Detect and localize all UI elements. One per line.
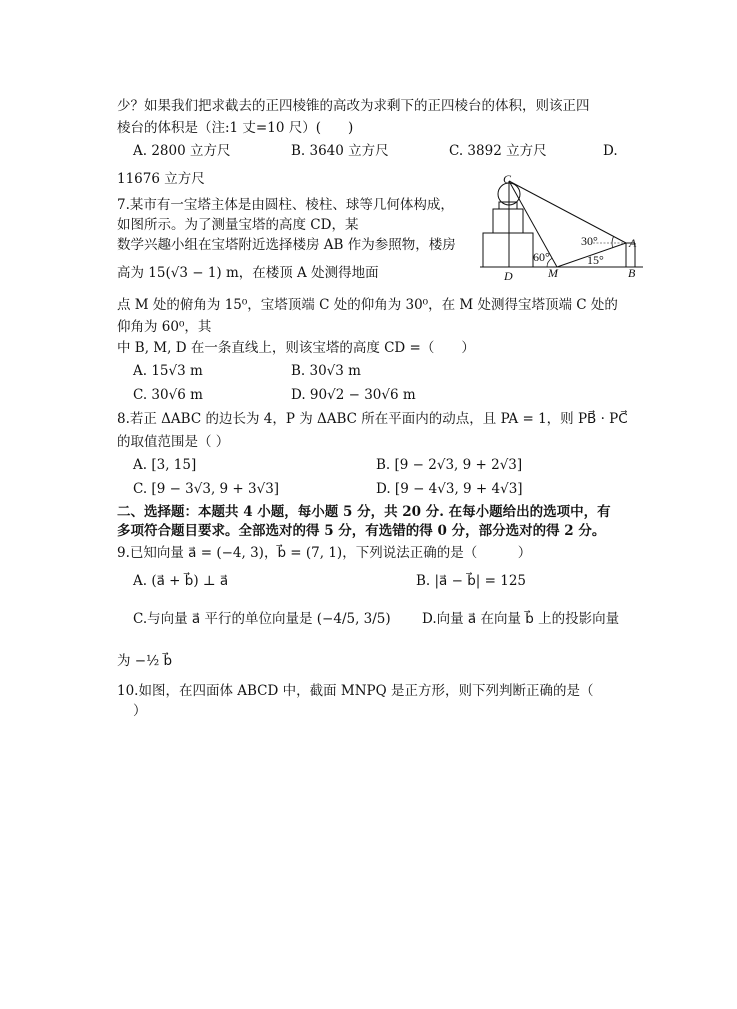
- q6-line2: 棱台的体积是（注:1 丈=10 尺）( ): [117, 120, 354, 136]
- label-angle-15: 15°: [587, 253, 604, 267]
- label-m: M: [548, 266, 558, 280]
- q10-line1: 10.如图，在四面体 ABCD 中，截面 MNPQ 是正方形，则下列判断正确的是（: [117, 683, 594, 699]
- label-angle-60: 60°: [533, 250, 550, 264]
- q7-option-c: C. 30√6 m: [133, 387, 203, 403]
- q7-line2: 如图所示。为了测量宝塔的高度 CD，某: [117, 217, 359, 233]
- label-angle-30: 30°: [581, 234, 598, 248]
- q6-option-d-cont: 11676 立方尺: [117, 171, 205, 187]
- q8-line1: 8.若正 ΔABC 的边长为 4，P 为 ΔABC 所在平面内的动点，且 PA = 1，则 PB⃗ · PC⃗: [117, 411, 628, 427]
- q7-option-b: B. 30√3 m: [291, 363, 361, 379]
- q7-line5: 点 M 处的俯角为 15⁰，宝塔顶端 C 处的仰角为 30⁰，在 M 处测得宝塔顶端 C 处的: [117, 297, 618, 313]
- q7-line7: 中 B, M, D 在一条直线上，则该宝塔的高度 CD =（ ）: [117, 340, 475, 356]
- q6-option-d: D.: [603, 143, 618, 159]
- q10-line2: ）: [133, 703, 147, 719]
- label-a: A: [629, 236, 637, 250]
- q6-option-c: C. 3892 立方尺: [449, 143, 547, 159]
- label-c: C: [503, 172, 512, 186]
- label-d: D: [504, 269, 513, 283]
- q7-option-d: D. 90√2 − 30√6 m: [291, 387, 416, 403]
- q7-line4: 高为 15(√3 − 1) m，在楼顶 A 处测得地面: [117, 265, 379, 281]
- q9-option-d-cont: 为 −½ b⃗: [117, 653, 173, 669]
- q9-line1: 9.已知向量 a⃗ = (−4, 3)，b⃗ = (7, 1)，下列说法正确的是（ ）: [117, 545, 532, 561]
- pagoda-figure: [475, 172, 643, 284]
- q7-line1: 7.某市有一宝塔主体是由圆柱、棱柱、球等几何体构成，: [117, 197, 454, 213]
- q9-option-d: D.向量 a⃗ 在向量 b⃗ 上的投影向量: [422, 611, 620, 627]
- q7-line3: 数学兴趣小组在宝塔附近选择楼房 AB 作为参照物，楼房: [117, 237, 456, 253]
- label-b: B: [628, 266, 636, 280]
- angle-30-arc: [612, 236, 614, 243]
- q9-option-c: C.与向量 a⃗ 平行的单位向量是 (−4/5, 3/5): [133, 611, 391, 627]
- q6-option-a: A. 2800 立方尺: [133, 143, 231, 159]
- q7-line6: 仰角为 60⁰，其: [117, 319, 212, 335]
- q8-line2: 的取值范围是（ ）: [117, 434, 230, 450]
- q7-option-a: A. 15√3 m: [133, 363, 203, 379]
- q8-option-a: A. [3, 15]: [133, 457, 197, 473]
- q8-option-d: D. [9 − 4√3, 9 + 4√3]: [376, 481, 523, 497]
- pagoda-upper: [499, 202, 517, 209]
- pagoda-base: [483, 233, 533, 267]
- q8-option-b: B. [9 − 2√3, 9 + 2√3]: [376, 457, 523, 473]
- pagoda-diagram: [475, 172, 643, 284]
- q9-option-b: B. |a⃗ − b⃗| = 125: [416, 573, 526, 589]
- q8-option-c: C. [9 − 3√3, 9 + 3√3]: [133, 481, 280, 497]
- q9-option-a: A. (a⃗ + b⃗) ⊥ a⃗: [133, 573, 229, 589]
- q6-line1: 少？如果我们把求截去的正四棱锥的高改为求剩下的正四棱台的体积，则该正四: [117, 98, 590, 114]
- section2-line1: 二、选择题：本题共 4 小题，每小题 5 分，共 20 分. 在每小题给出的选项中，有: [117, 504, 611, 520]
- pagoda-middle: [493, 209, 523, 233]
- q6-option-b: B. 3640 立方尺: [291, 143, 389, 159]
- angle-15-arc: [612, 243, 613, 248]
- section2-line2: 多项符合题目要求。全部选对的得 5 分，有选错的得 0 分，部分选对的得 2 分。: [117, 523, 606, 539]
